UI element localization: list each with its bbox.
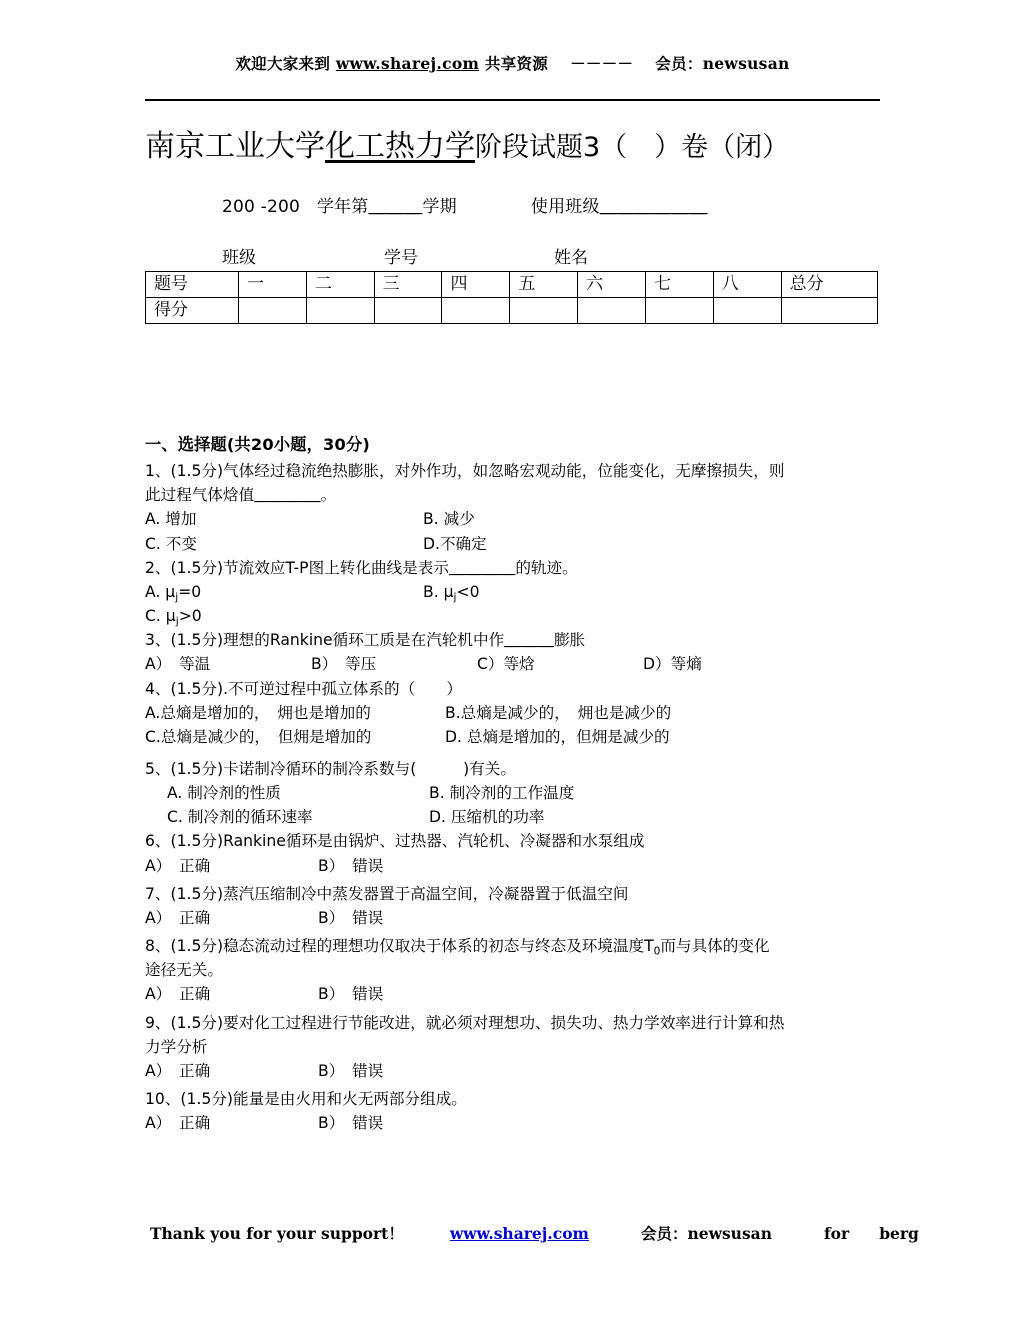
question-2-options-row1 — [145, 580, 887, 604]
question-8-stem-line1-post: 而与具体的变化 — [660, 937, 770, 956]
header-welcome-prefix: 欢迎大家来到 — [235, 54, 336, 73]
question-9-option-b[interactable]: B） 错误 — [318, 1061, 384, 1080]
question-3-answer-blank[interactable]: ＿＿＿ — [504, 631, 554, 650]
score-cell-7[interactable] — [645, 298, 713, 324]
footer-site-link[interactable]: www.sharej.com — [449, 1224, 589, 1243]
question-5 — [145, 757, 887, 829]
footer-thanks-text: Thank you for your support！ — [150, 1224, 404, 1243]
question-6-option-b[interactable]: B） 错误 — [318, 856, 384, 875]
question-5-option-b[interactable]: B. 制冷剂的工作温度 — [429, 784, 575, 803]
meta-year: 200 -200 — [222, 197, 301, 217]
question-6 — [145, 829, 887, 877]
question-2-option-a-subscript: j — [175, 591, 179, 604]
question-2-options-row2 — [145, 604, 887, 628]
question-5-option-c[interactable]: C. 制冷剂的循环速率 — [167, 808, 313, 827]
question-10-option-a[interactable]: A） 正确 — [145, 1114, 211, 1133]
question-1-stem-line2 — [145, 483, 887, 507]
score-cell-1[interactable] — [239, 298, 307, 324]
score-cell-5[interactable] — [510, 298, 578, 324]
score-cell-4[interactable] — [442, 298, 510, 324]
question-8-stem-line2: 途径无关。 — [145, 961, 223, 980]
question-10-option-b[interactable]: B） 错误 — [318, 1114, 384, 1133]
score-table-row-label-question: 题号 — [146, 272, 239, 298]
question-2-option-a[interactable] — [145, 580, 423, 604]
question-1-stem-line1: 1、(1.5分)气体经过稳流绝热膨胀，对外作功，如忽略宏观动能，位能变化，无摩擦损失，则 — [145, 462, 785, 481]
question-1-stem-line2-pre: 此过程气体焓值 — [145, 486, 255, 505]
question-1-option-c[interactable]: C. 不变 — [145, 534, 197, 553]
question-1-option-d[interactable]: D.不确定 — [423, 534, 487, 553]
question-4-stem: 4、(1.5分).不可逆过程中孤立体系的（ ） — [145, 679, 462, 698]
question-10-stem: 10、(1.5分)能量是由火用和火无两部分组成。 — [145, 1090, 467, 1109]
question-2-option-a-rest: =0 — [178, 582, 202, 601]
score-col-6: 六 — [578, 272, 646, 298]
header-dashes: －－－－ — [570, 54, 634, 73]
question-9-option-a[interactable]: A） 正确 — [145, 1061, 211, 1080]
question-2 — [145, 556, 887, 628]
question-8-option-b[interactable]: B） 错误 — [318, 985, 384, 1004]
question-5-option-a[interactable]: A. 制冷剂的性质 — [167, 784, 281, 803]
question-4-options-row1 — [145, 701, 887, 725]
meta-term-prefix: 学年第 — [316, 197, 369, 217]
question-5-option-d[interactable]: D. 压缩机的功率 — [429, 808, 545, 827]
meta-term-suffix: 学期 — [422, 197, 457, 217]
score-col-5: 五 — [510, 272, 578, 298]
question-9-stem-line1: 9、(1.5分)要对化工过程进行节能改进，就必须对理想功、损失功、热力学效率进行计算和热 — [145, 1013, 785, 1032]
question-3-option-d[interactable]: D）等熵 — [643, 655, 702, 674]
score-col-3: 三 — [374, 272, 442, 298]
header-site-link[interactable]: www.sharej.com — [335, 54, 480, 73]
question-4-option-a[interactable]: A.总熵是增加的， 㶲也是增加的 — [145, 703, 371, 722]
header-welcome-suffix: 共享资源 — [479, 54, 549, 73]
score-cell-3[interactable] — [374, 298, 442, 324]
question-2-option-c-rest: >0 — [178, 607, 202, 626]
question-4-options-row2 — [145, 725, 887, 749]
question-6-options-row — [145, 854, 887, 878]
question-2-option-b[interactable] — [423, 580, 480, 604]
score-table — [145, 271, 878, 324]
question-3-options-row — [145, 652, 887, 676]
score-col-total: 总分 — [781, 272, 877, 298]
question-3-stem-post: 膨胀 — [553, 631, 586, 650]
score-col-1: 一 — [239, 272, 307, 298]
question-4-option-d[interactable]: D. 总熵是增加的，但㶲是减少的 — [445, 727, 670, 746]
question-1 — [145, 459, 887, 556]
score-table-row-label-score: 得分 — [146, 298, 239, 324]
question-8-options-row — [145, 982, 887, 1006]
header-divider-rule — [145, 99, 880, 101]
question-3-option-c[interactable]: C）等焓 — [477, 655, 535, 674]
score-col-2: 二 — [306, 272, 374, 298]
running-header — [145, 52, 880, 74]
question-1-option-a[interactable]: A. 增加 — [145, 510, 197, 529]
score-col-8: 八 — [713, 272, 781, 298]
question-1-answer-blank[interactable]: ＿＿＿＿ — [254, 486, 321, 505]
question-3-stem-pre: 3、(1.5分)理想的Rankine循环工质是在汽轮机中作 — [145, 631, 505, 650]
question-7-stem: 7、(1.5分)蒸汽压缩制冷中蒸发器置于高温空间，冷凝器置于低温空间 — [145, 884, 629, 903]
title-university: 南京工业大学 — [145, 129, 325, 164]
table-row-headers — [146, 272, 878, 298]
page-footer — [150, 1222, 919, 1244]
question-9-options-row — [145, 1059, 887, 1083]
question-2-option-c-subscript: j — [175, 615, 179, 628]
identity-row — [222, 243, 882, 268]
footer-member-name: newsusan — [687, 1224, 772, 1243]
score-col-4: 四 — [442, 272, 510, 298]
meta-term-blank[interactable]: ＿＿＿ — [368, 197, 423, 217]
question-10-options-row — [145, 1111, 887, 1135]
question-5-stem: 5、(1.5分)卡诺制冷循环的制冷系数与( )有关。 — [145, 759, 516, 778]
question-3 — [145, 628, 887, 676]
page-title — [145, 128, 885, 166]
question-8 — [145, 934, 887, 1006]
question-4-option-b[interactable]: B.总熵是减少的， 㶲也是减少的 — [445, 703, 672, 722]
question-1-options-row1 — [145, 507, 887, 531]
question-5-options-row2 — [145, 805, 887, 829]
questions-content — [145, 432, 887, 1135]
question-3-option-a[interactable]: A） 等温 — [145, 655, 211, 674]
score-cell-6[interactable] — [578, 298, 646, 324]
identity-studentid-label: 学号 — [384, 248, 418, 268]
score-cell-2[interactable] — [306, 298, 374, 324]
question-1-option-b[interactable]: B. 减少 — [423, 510, 475, 529]
exam-meta-line — [222, 192, 708, 217]
question-1-options-row2 — [145, 532, 887, 556]
question-1-stem-line2-post: 。 — [320, 486, 337, 505]
question-2-option-b-subscript: j — [453, 591, 457, 604]
question-4 — [145, 677, 887, 749]
question-7 — [145, 882, 887, 930]
question-3-stem — [145, 628, 887, 652]
question-8-stem-line1 — [145, 934, 887, 958]
section-heading-multiple-choice: 一、选择题(共20小题，30分) — [145, 435, 370, 454]
footer-member-label: 会员： — [640, 1224, 688, 1243]
identity-name-label: 姓名 — [554, 248, 588, 268]
question-2-option-c-label: C. μ — [145, 607, 176, 626]
header-member-label: 会员： — [655, 54, 703, 73]
question-2-stem-pre: 2、(1.5分)节流效应T-P图上转化曲线是表示 — [145, 558, 449, 577]
table-row-scores — [146, 298, 878, 324]
question-2-option-c[interactable] — [145, 604, 423, 628]
score-col-7: 七 — [645, 272, 713, 298]
question-4-option-c[interactable]: C.总熵是减少的， 但㶲是增加的 — [145, 727, 372, 746]
score-cell-total[interactable] — [781, 298, 877, 324]
question-8-stem-line1-pre: 8、(1.5分)稳态流动过程的理想功仅取决于体系的初态与终态及环境温度T — [145, 937, 654, 956]
question-9 — [145, 1011, 887, 1083]
question-7-option-b[interactable]: B） 错误 — [318, 908, 384, 927]
header-member-name: newsusan — [702, 54, 790, 73]
identity-class-label: 班级 — [222, 248, 256, 268]
footer-for-label: for — [824, 1224, 850, 1243]
question-7-options-row — [145, 906, 887, 930]
score-cell-8[interactable] — [713, 298, 781, 324]
footer-berg-label: berg — [879, 1224, 919, 1243]
question-8-subscript-zero: 0 — [653, 945, 661, 958]
question-7-option-a[interactable]: A） 正确 — [145, 908, 211, 927]
meta-class-label: 使用班级 — [530, 197, 600, 217]
question-2-option-b-rest: <0 — [456, 582, 480, 601]
meta-class-blank[interactable]: ＿＿＿＿＿＿ — [599, 197, 708, 217]
question-3-option-b[interactable]: B） 等压 — [311, 655, 377, 674]
question-8-option-a[interactable]: A） 正确 — [145, 985, 211, 1004]
question-6-stem: 6、(1.5分)Rankine循环是由锅炉、过热器、汽轮机、冷凝器和水泵组成 — [145, 832, 645, 851]
question-2-option-b-label: B. μ — [423, 582, 454, 601]
question-2-option-a-label: A. μ — [145, 582, 176, 601]
question-2-answer-blank[interactable]: ＿＿＿＿ — [448, 558, 516, 577]
question-10 — [145, 1087, 887, 1135]
question-5-options-row1 — [145, 781, 887, 805]
question-6-option-a[interactable]: A） 正确 — [145, 856, 211, 875]
title-exam: 阶段试题3（ ）卷（闭） — [475, 132, 790, 163]
question-9-stem-line2: 力学分析 — [145, 1037, 208, 1056]
question-2-stem — [145, 556, 887, 580]
title-course: 化工热力学 — [325, 129, 475, 164]
question-2-stem-post: 的轨迹。 — [515, 558, 578, 577]
